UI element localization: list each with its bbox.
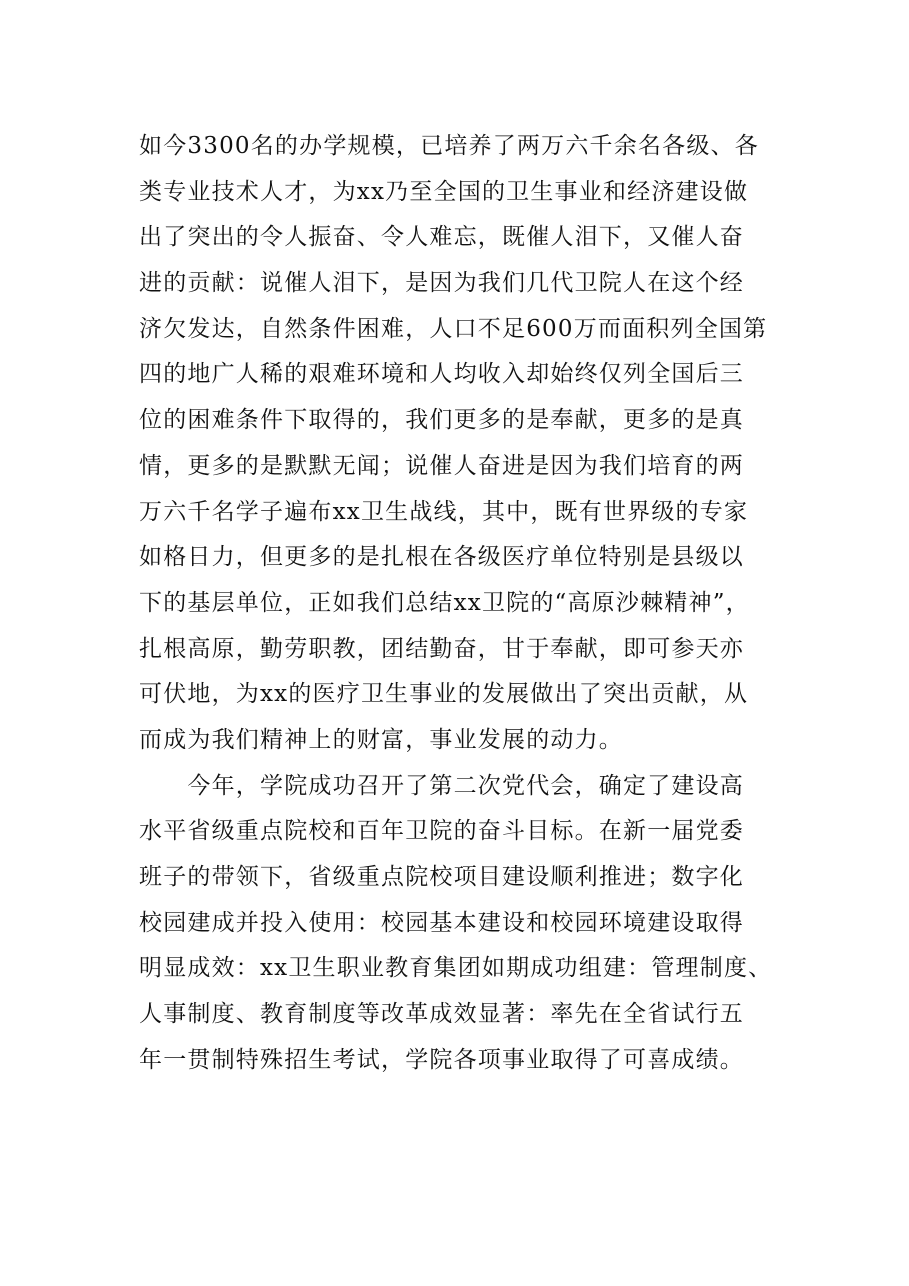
text-line: 年一贯制特殊招生考试，学院各项事业取得了可喜成绩。 [139, 1046, 744, 1073]
text-line: 今年，学院成功召开了第二次党代会，确定了建设高 [139, 772, 744, 799]
text-line: 济欠发达，自然条件困难，人口不足600万而面积列全国第 [139, 315, 768, 342]
text-line: 扎根高原，勤劳职教，团结勤奋，甘于奉献，即可参天亦 [139, 635, 744, 662]
text-line: 位的困难条件下取得的，我们更多的是奉献，更多的是真 [139, 407, 744, 434]
text-line: 明显成效：xx卫生职业教育集团如期成功组建：管理制度、 [139, 955, 773, 982]
text-line: 水平省级重点院校和百年卫院的奋斗目标。在新一届党委 [139, 818, 744, 845]
text-line: 班子的带领下，省级重点院校项目建设顺利推进；数字化 [139, 864, 744, 890]
text-line: 进的贡献：说催人泪下，是因为我们几代卫院人在这个经 [139, 270, 744, 297]
text-line: 如今3300名的办学规模，已培养了两万六千余名各级、各 [139, 133, 759, 159]
text-line: 下的基层单位，正如我们总结xx卫院的“高原沙棘精神”， [139, 589, 750, 616]
text-line: 情，更多的是默默无闻；说催人奋进是因为我们培育的两 [139, 452, 744, 479]
text-line: 人事制度、教育制度等改革成效显著：率先在全省试行五 [139, 1001, 744, 1028]
text-line: 四的地广人稀的艰难环境和人均收入却始终仅列全国后三 [139, 361, 744, 388]
body-text [139, 124, 779, 1083]
text-line: 出了突出的令人振奋、令人难忘，既催人泪下，又催人奋 [139, 224, 744, 251]
text-line: 如格日力，但更多的是扎根在各级医疗单位特别是县级以 [139, 544, 744, 571]
text-line: 类专业技术人才，为xx乃至全国的卫生事业和经济建设做 [139, 178, 749, 205]
text-line: 可伏地，为xx的医疗卫生事业的发展做出了突出贡献，从 [139, 681, 749, 708]
text-line: 校园建成并投入使用：校园基本建设和校园环境建设取得 [139, 909, 744, 936]
text-line: 万六千名学子遍布xx卫生战线，其中，既有世界级的专家 [139, 498, 749, 525]
text-line: 而成为我们精神上的财富，事业发展的动力。 [139, 726, 623, 753]
